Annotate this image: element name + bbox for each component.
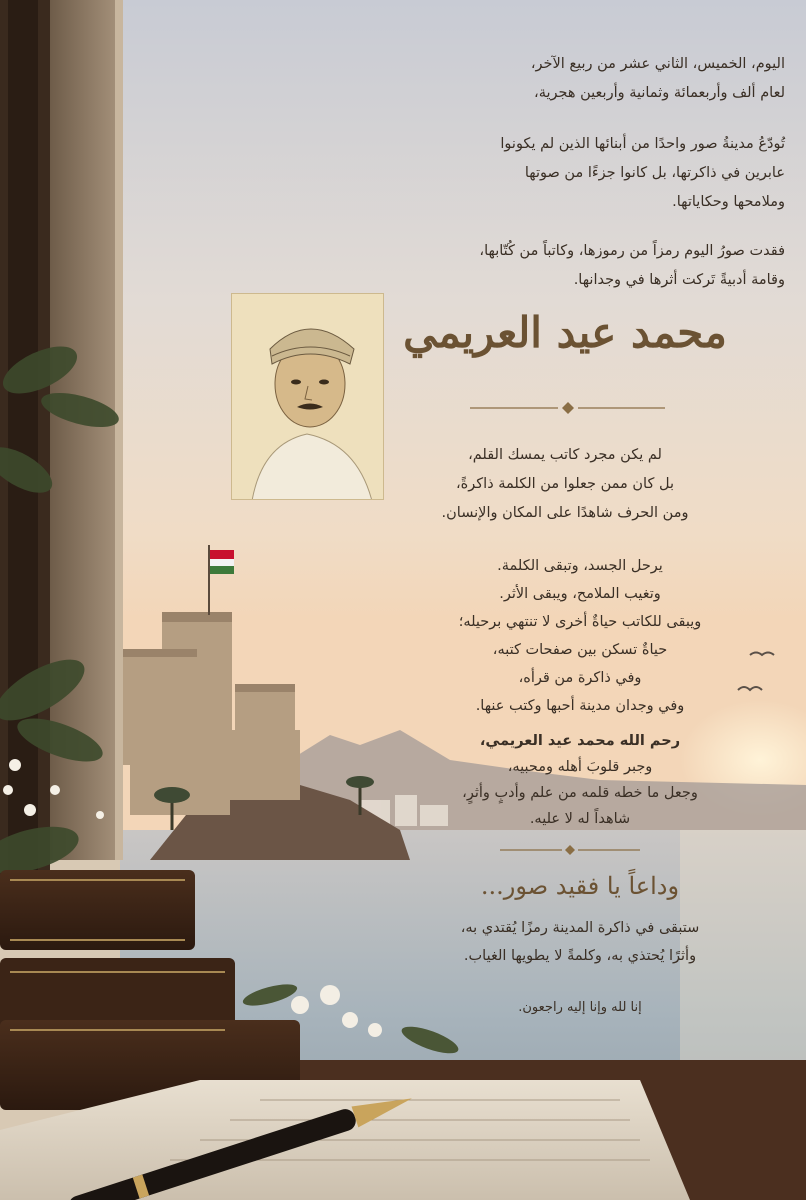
poem-line: وفي وجدان مدينة أحبها وكتب عنها. bbox=[475, 698, 685, 714]
closing-line: وأثرًا يُحتذي به، وكلمةً لا يطويها الغياب. bbox=[463, 948, 697, 964]
farewell-line: وملامحها وحكاياتها. bbox=[672, 194, 785, 210]
closing-line: ستبقى في ذاكرة المدينة رمزًا يُقتدي به، bbox=[460, 920, 700, 936]
poem-line: حياةٌ تسكن بين صفحات كتبه، bbox=[492, 642, 668, 658]
prayer-line: وجعل ما خطه قلمه من علم وأدبٍ وأثرٍ، bbox=[462, 785, 698, 801]
final-line bbox=[470, 993, 690, 1022]
loss-line: فقدت صورُ اليوم رمزاً من رموزها، وكاتباً من كُتّابها، bbox=[479, 243, 785, 259]
prayer-line: شاهداً له لا عليه. bbox=[529, 811, 631, 827]
poem-line: وفي ذاكرة من قرأه، bbox=[518, 670, 642, 686]
farewell-line: تُودّعُ مدينةُ صور واحدًا من أبنائها الذين لم يكونوا bbox=[500, 136, 785, 152]
farewell-line: عابرين في ذاكرتها، بل كانوا جزءًا من صوتها bbox=[524, 165, 785, 181]
poem-line: وتغيب الملامح، ويبقى الأثر. bbox=[499, 586, 661, 602]
loss-paragraph bbox=[400, 237, 785, 295]
tribute-line: ومن الحرف شاهدًا على المكان والإنسان. bbox=[441, 505, 689, 521]
poem-line: ويبقى للكاتب حياةٌ أخرى لا تنتهي برحيله؛ bbox=[458, 614, 702, 630]
tribute-line: لم يكن مجرد كاتب يمسك القلم، bbox=[468, 447, 662, 463]
poem-paragraph bbox=[420, 552, 740, 720]
farewell-heading: وداعاً يا فقيد صور... bbox=[480, 872, 680, 900]
intro-line: لعام ألف وأربعمائة وثمانية وأربعين هجرية، bbox=[534, 85, 785, 101]
tribute-line: بل كان ممن جعلوا من الكلمة ذاكرةً، bbox=[456, 476, 674, 492]
prayer-heading: رحم الله محمد عيد العريمي، bbox=[479, 733, 681, 749]
prayer-paragraph bbox=[430, 728, 730, 832]
final-line-text: إنا لله وإنا إليه راجعون. bbox=[518, 1000, 642, 1015]
tribute-paragraph bbox=[395, 441, 735, 528]
prayer-line: وجبر قلوبَ أهله ومحبيه، bbox=[507, 759, 653, 775]
closing-paragraph bbox=[410, 914, 750, 970]
portrait-photo bbox=[231, 293, 384, 500]
poem-line: يرحل الجسد، وتبقى الكلمة. bbox=[497, 558, 663, 574]
intro-paragraph bbox=[440, 50, 785, 108]
deceased-name: محمد عيد العريمي bbox=[403, 308, 727, 357]
loss-line: وقامة أدبيةً تَركت أثرها في وجدانها. bbox=[573, 272, 785, 288]
intro-line: اليوم، الخميس، الثاني عشر من ربيع الآخر، bbox=[530, 56, 785, 72]
farewell-paragraph bbox=[400, 130, 785, 217]
